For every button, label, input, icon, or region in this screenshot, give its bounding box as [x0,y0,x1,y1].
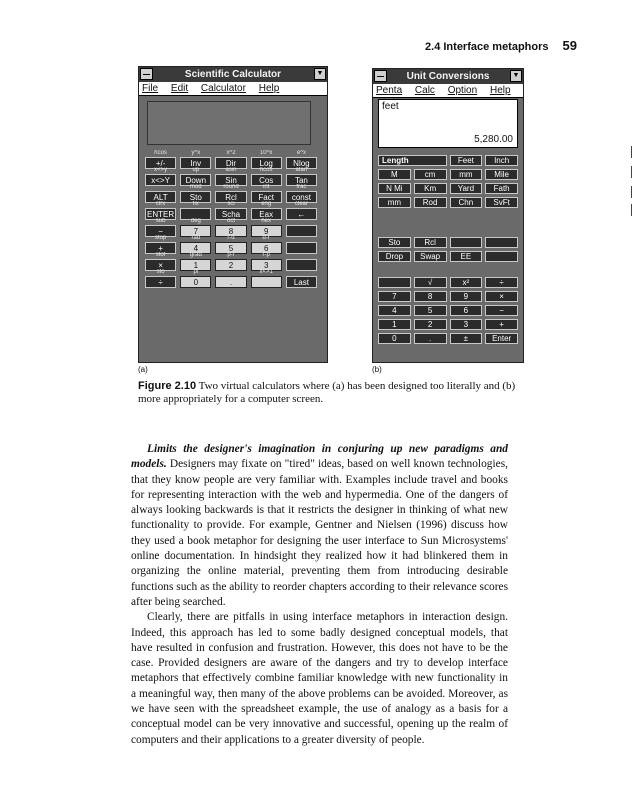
number-key[interactable]: 6 [450,305,483,316]
unit-conversions-title: Unit Conversions [406,71,490,82]
key-label: pi [193,269,199,275]
unit-key[interactable]: Yard [450,183,483,194]
keypad-cell [215,252,246,270]
number-key[interactable]: 2 [414,319,447,330]
lead-paragraph [131,442,508,610]
key-label: oct [226,218,235,224]
keypad-cell [145,167,176,185]
keypad-cell [215,167,246,185]
calculator-key[interactable]: +/- [145,157,176,169]
key-label: rad [191,235,201,241]
key-label: hcos [259,167,273,173]
unit-key[interactable]: Rod [414,197,447,208]
keypad-cell [215,150,246,168]
calculator-key[interactable]: Scha [215,208,246,220]
key-label: x<>1 [259,269,273,275]
calculator-key[interactable]: Cos [251,174,282,186]
key-label: grad [189,252,202,258]
menu-penta[interactable]: Penta [376,85,403,96]
margin-rule [631,166,632,178]
scientific-calculator-titlebar [139,67,327,82]
keypad-cell [215,218,246,236]
display-unit: feet [382,101,399,112]
function-keys [378,237,518,262]
menu-file[interactable]: File [142,83,159,94]
number-key[interactable]: 1 [378,319,411,330]
key-label [286,218,317,225]
display-value: 5,280.00 [474,134,513,145]
key-label: d-r [262,235,270,241]
unit-key[interactable]: Km [414,183,447,194]
keypad-cell [180,201,211,216]
calculator-key[interactable]: 9 [251,225,282,237]
keypad-cell [180,252,211,270]
unit-conversions-titlebar [373,69,523,84]
calculator-key[interactable]: 5 [215,242,246,254]
key-label [215,269,246,276]
key-label: r-d [227,235,235,241]
system-menu-icon[interactable] [140,68,153,80]
keypad-cell [180,235,211,253]
function-key[interactable]: Sto [378,237,411,248]
calculator-key[interactable]: ← [286,208,317,220]
key-label: frac [296,184,307,190]
body-text [131,442,508,748]
number-key[interactable]: √ [414,277,447,288]
minimize-icon[interactable]: ▼ [314,68,326,80]
calculator-key[interactable]: x<>Y [145,174,176,186]
menu-option[interactable]: Option [447,85,478,96]
calculator-key[interactable]: ÷ [145,276,176,288]
unit-key[interactable]: cm [414,169,447,180]
number-key[interactable]: 5 [414,305,447,316]
unit-key[interactable]: Fath [485,183,518,194]
calculator-key[interactable]: Sin [215,174,246,186]
key-label: x^2 [226,150,236,156]
calculator-key[interactable]: 0 [180,276,211,288]
number-key[interactable]: × [485,291,518,302]
calculator-key[interactable]: Down [180,174,211,186]
keypad-cell [145,252,176,270]
key-label: mod [189,184,202,190]
number-key[interactable]: + [485,319,518,330]
subfigure-label-b: (b) [372,365,382,374]
keypad-cell [286,150,317,168]
number-key[interactable]: 3 [450,319,483,330]
unit-keys [378,155,518,208]
unit-key[interactable]: mm [450,169,483,180]
key-label: e^x [296,150,306,156]
calculator-key[interactable]: − [145,225,176,237]
section-title: 2.4 Interface metaphors [425,41,549,53]
figure-label: Figure 2.10 [138,380,197,392]
figure-caption [138,380,518,406]
margin-rule [631,186,632,198]
calculator-key[interactable]: × [145,259,176,271]
menu-calc[interactable]: Calc [414,85,435,96]
unit-key[interactable]: N Mi [378,183,411,194]
key-label: atan [295,167,308,173]
scientific-calculator-menubar [139,82,327,96]
keypad-cell [145,201,176,219]
keypad-cell [286,235,317,250]
keypad-cell [145,150,176,168]
figure-caption-text: Two virtual calculators where (a) has been designed too literally and (b) more appropriately for a computer screen. [138,380,516,405]
key-label: r-p [262,252,270,258]
unit-key[interactable]: SvFt [485,197,518,208]
keypad-cell [251,235,282,253]
key-label: p-r [227,252,235,258]
calculator-key[interactable]: 2 [215,259,246,271]
keypad-cell [145,218,176,236]
category-select[interactable]: Length [378,155,447,166]
key-label: x<>y [154,167,168,173]
calculator-key[interactable]: 7 [180,225,211,237]
keypad-cell [251,218,282,236]
number-key[interactable]: 4 [378,305,411,316]
unit-key[interactable]: Chn [450,197,483,208]
calculator-key[interactable]: Rcl [215,191,246,203]
number-key[interactable]: 8 [414,291,447,302]
key-label: fix [192,201,199,207]
keypad-cell [215,201,246,219]
calculator-key[interactable] [251,276,282,288]
calculator-key[interactable]: Inv [180,157,211,169]
keypad-cell [215,269,246,287]
calculator-key[interactable]: ALT [145,191,176,203]
menu-help[interactable]: Help [258,83,280,94]
keypad-cell [215,184,246,202]
running-header [425,38,577,53]
key-label: 10^x [259,150,273,156]
key-label: eng [261,201,272,207]
number-key[interactable]: 9 [450,291,483,302]
key-label: hcos [154,150,167,156]
key-label: sto [156,269,165,275]
calculator-key[interactable]: ENTER [145,208,176,220]
keypad-cell [286,252,317,267]
unit-conversions-window [372,68,524,363]
lead-heading: Limits the designer's imagination in conjuring up new paradigms and models. [131,443,508,471]
scientific-calculator-window [138,66,328,363]
minimize-icon[interactable]: ▼ [510,70,522,82]
calculator-key[interactable]: Last [286,276,317,288]
key-label: sub [155,218,166,224]
keypad-cell [286,167,317,185]
calculator-key[interactable]: Log [251,157,282,169]
keypad-cell [286,184,317,202]
keypad-cell [145,184,176,202]
function-key[interactable]: Swap [414,251,447,262]
calculator-key[interactable]: Tan [286,174,317,186]
number-key[interactable] [378,277,411,288]
unit-conversions-display [378,99,518,148]
unit-key[interactable]: mm [378,197,411,208]
keypad-cell [180,269,211,287]
number-key[interactable]: x² [450,277,483,288]
key-label [286,235,317,242]
function-key[interactable]: EE [450,251,483,262]
calculator-key[interactable]: Nlog [286,157,317,169]
keypad-cell [251,150,282,168]
keypad-cell [180,184,211,202]
number-key[interactable]: ± [450,333,483,344]
calculator-key[interactable]: . [215,276,246,288]
unit-key[interactable]: M [378,169,411,180]
key-label: int [263,184,270,190]
key-label: stop [154,235,167,241]
keypad-cell [180,167,211,185]
number-key[interactable]: 7 [378,291,411,302]
key-label [145,184,176,191]
calculator-key[interactable]: Fact [251,191,282,203]
keypad-cell [251,167,282,185]
keypad-cell [215,235,246,253]
unit-conversions-menubar [373,84,523,98]
keypad-cell [251,269,282,284]
scientific-calculator-display [147,101,311,145]
keypad-cell [145,235,176,253]
calculator-key[interactable]: 6 [251,242,282,254]
key-label: hex [261,218,272,224]
keypad-cell [251,252,282,270]
scientific-calculator-keypad [145,150,317,287]
keypad-cell [286,201,317,219]
keypad-cell [286,218,317,233]
calculator-key[interactable]: Dir [215,157,246,169]
key-label: asin [225,167,237,173]
calculator-key[interactable]: Eax [251,208,282,220]
system-menu-icon[interactable] [374,70,387,82]
number-key[interactable]: ÷ [485,277,518,288]
menu-help[interactable]: Help [489,85,511,96]
number-key[interactable]: Enter [485,333,518,344]
key-label: round [223,184,239,190]
margin-rule [631,204,632,216]
scientific-calculator-title: Scientific Calculator [184,69,282,80]
function-key[interactable] [485,237,518,248]
key-label: stof [155,252,166,258]
key-label: up [192,167,200,173]
unit-key[interactable]: Inch [485,155,518,166]
menu-edit[interactable]: Edit [170,83,189,94]
key-label: sci [227,201,235,207]
function-key[interactable]: Drop [378,251,411,262]
unit-key[interactable]: Mile [485,169,518,180]
subfigure-label-a: (a) [138,365,148,374]
key-label [286,252,317,259]
function-key[interactable] [450,237,483,248]
number-key[interactable]: 0 [378,333,411,344]
key-label: deg [190,218,201,224]
number-key[interactable]: . [414,333,447,344]
calculator-key[interactable]: Sto [180,191,211,203]
calculator-key[interactable]: 8 [215,225,246,237]
key-label: clrx [155,201,166,207]
keypad-cell [286,269,317,287]
page-number: 59 [562,38,577,53]
calculator-key[interactable]: 4 [180,242,211,254]
margin-rule [631,146,632,158]
key-label [286,269,317,276]
paragraph-1: Designers may fixate on "tired" ideas, based on well known technologies, that they know people are very familiar with. Examples include travel and books for representing interaction with the web and hypermedia. One of the dangers of always looking backwards is that it restricts the designer in thinking of what new functionality to provide. For example, Gentner and Nielsen (1996) discuss how they used a book metaphor for designing the user interface to Sun Microsystems' online documentation. In hindsight they realized how it had blinkered them in organizing the online material, preventing them from introducing desirable functions such as the ability to reorder chapters according to their relevance scores after being searched. [131,458,508,608]
key-label: clear [294,201,308,207]
keypad-cell [145,269,176,287]
keypad-cell [251,184,282,202]
calculator-key[interactable]: + [145,242,176,254]
key-label: y^x [191,150,201,156]
function-key[interactable] [485,251,518,262]
calculator-key[interactable]: 1 [180,259,211,271]
calculator-key[interactable]: 3 [251,259,282,271]
keypad-cell [251,201,282,219]
menu-calculator[interactable]: Calculator [200,83,246,94]
number-keys [378,277,518,344]
unit-key[interactable]: Feet [450,155,483,166]
keypad-cell [180,150,211,168]
keypad-cell [180,218,211,236]
paragraph-2: Clearly, there are pitfalls in using interface metaphors in interaction design. Indeed, this approach has led to some badly designed conceptual models, that have resulted in confusion and frustration. However, this does not have to be the case. Provided designers are aware of the dangers and try to develop interface metaphors that effectively combine familiar knowledge with new functionality in a meaningful way, then many of the above problems can be avoided. Moreover, as we have seen with the spreadsheet example, the use of analogy as a basis for a conceptual model can be very innovative and successful, opening up the realm of computers and their applications to a greater diversity of people. [131,611,508,746]
calculator-key[interactable]: const [286,191,317,203]
number-key[interactable]: − [485,305,518,316]
function-key[interactable]: Rcl [414,237,447,248]
